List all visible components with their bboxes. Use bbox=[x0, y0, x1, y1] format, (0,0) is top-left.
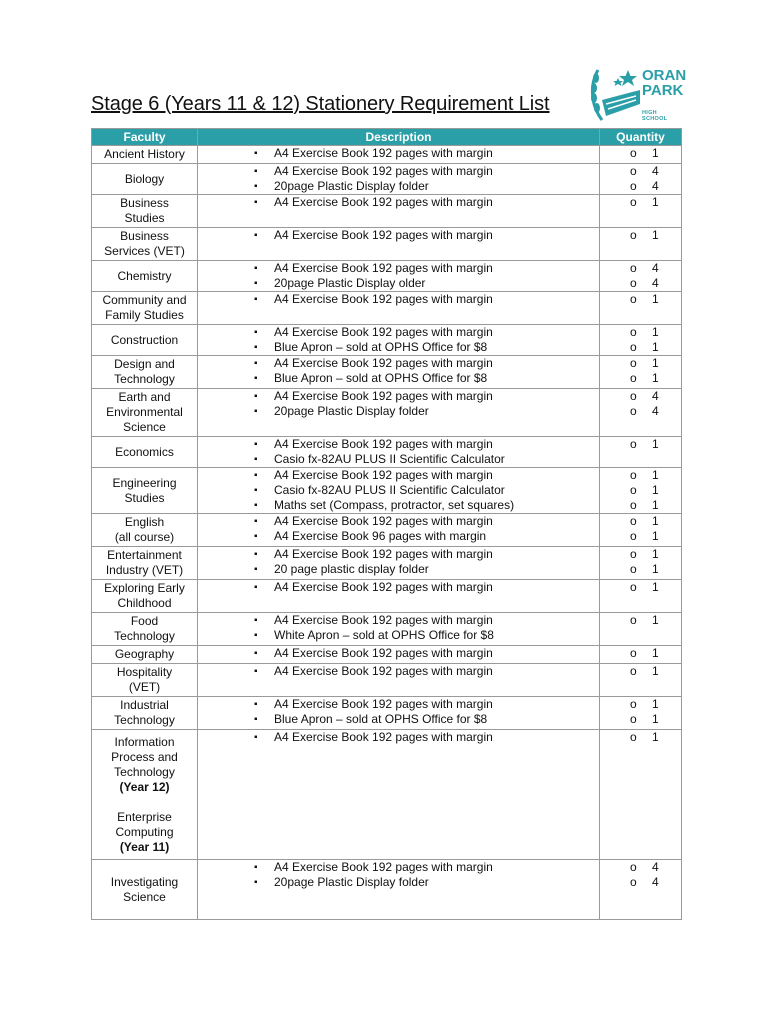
faculty-line: Ancient History bbox=[104, 147, 185, 161]
quantity-value: 1 bbox=[652, 697, 659, 711]
description-item: ▪ A4 Exercise Book 192 pages with margin bbox=[198, 860, 599, 875]
faculty-line: Industry (VET) bbox=[105, 563, 184, 577]
quantity-item bbox=[600, 276, 681, 291]
circle-bullet-icon: o bbox=[630, 498, 637, 512]
quantity-value: 4 bbox=[652, 276, 659, 290]
quantity-value: 4 bbox=[652, 404, 659, 418]
quantity-item bbox=[600, 712, 681, 727]
description-cell bbox=[198, 195, 600, 228]
circle-bullet-icon: o bbox=[630, 228, 637, 242]
quantity-value: 4 bbox=[652, 875, 659, 889]
faculty-line: Science bbox=[123, 889, 166, 904]
quantity-item bbox=[600, 340, 681, 355]
faculty-line: Industrial bbox=[120, 698, 169, 712]
faculty-cell bbox=[92, 860, 198, 920]
quantity-cell bbox=[600, 547, 682, 580]
table-row bbox=[92, 860, 682, 920]
quantity-value: 1 bbox=[652, 613, 659, 627]
quantity-cell bbox=[600, 356, 682, 389]
faculty-cell bbox=[92, 514, 198, 547]
circle-bullet-icon: o bbox=[630, 389, 637, 403]
quantity-item bbox=[600, 860, 681, 875]
faculty-cell bbox=[92, 325, 198, 356]
description-item: ▪ 20page Plastic Display folder bbox=[198, 875, 599, 890]
quantity-item bbox=[600, 146, 681, 161]
faculty-cell bbox=[92, 261, 198, 292]
faculty-line: Process and bbox=[111, 749, 178, 764]
faculty-line: (all course) bbox=[114, 530, 175, 544]
description-item: ▪ A4 Exercise Book 192 pages with margin bbox=[198, 292, 599, 307]
quantity-value: 1 bbox=[652, 325, 659, 339]
faculty-cell bbox=[92, 730, 198, 860]
description-cell bbox=[198, 437, 600, 468]
table-row bbox=[92, 697, 682, 730]
faculty-line: English bbox=[124, 515, 165, 529]
logo-subtitle: HIGH SCHOOL bbox=[642, 110, 668, 122]
quantity-item bbox=[600, 580, 681, 595]
faculty-cell bbox=[92, 468, 198, 514]
table-row bbox=[92, 580, 682, 613]
description-cell bbox=[198, 261, 600, 292]
circle-bullet-icon: o bbox=[630, 613, 637, 627]
quantity-cell bbox=[600, 228, 682, 261]
circle-bullet-icon: o bbox=[630, 468, 637, 482]
faculty-line: Community and bbox=[102, 293, 187, 307]
faculty-cell bbox=[92, 664, 198, 697]
quantity-item bbox=[600, 325, 681, 340]
quantity-value: 1 bbox=[652, 146, 659, 160]
description-cell bbox=[198, 547, 600, 580]
quantity-cell bbox=[600, 580, 682, 613]
faculty-line: Science bbox=[123, 420, 166, 434]
table-row bbox=[92, 146, 682, 164]
faculty-line: Technology bbox=[114, 713, 175, 727]
quantity-cell bbox=[600, 389, 682, 437]
faculty-line: Economics bbox=[115, 444, 174, 459]
description-cell bbox=[198, 325, 600, 356]
table-row bbox=[92, 261, 682, 292]
description-item: ▪ A4 Exercise Book 192 pages with margin bbox=[198, 580, 599, 595]
faculty-line: Geography bbox=[114, 647, 175, 661]
quantity-cell bbox=[600, 613, 682, 646]
header-faculty: Faculty bbox=[92, 129, 198, 146]
quantity-cell bbox=[600, 437, 682, 468]
description-cell bbox=[198, 613, 600, 646]
faculty-line: Family Studies bbox=[105, 308, 184, 322]
description-item: ▪ A4 Exercise Book 192 pages with margin bbox=[198, 697, 599, 712]
quantity-item bbox=[600, 483, 681, 498]
faculty-line: Business bbox=[120, 196, 169, 210]
quantity-value: 1 bbox=[652, 712, 659, 726]
table-row bbox=[92, 292, 682, 325]
circle-bullet-icon: o bbox=[630, 664, 637, 678]
quantity-value: 1 bbox=[652, 483, 659, 497]
faculty-cell bbox=[92, 437, 198, 468]
table-row bbox=[92, 325, 682, 356]
quantity-value: 1 bbox=[652, 580, 659, 594]
quantity-item bbox=[600, 437, 681, 452]
quantity-value: 1 bbox=[652, 371, 659, 385]
description-item: ▪ A4 Exercise Book 192 pages with margin bbox=[198, 146, 599, 161]
logo-line1: ORAN bbox=[642, 67, 687, 84]
quantity-value: 4 bbox=[652, 179, 659, 193]
description-item: ▪ A4 Exercise Book 192 pages with margin bbox=[198, 228, 599, 243]
description-item: ▪ 20page Plastic Display folder bbox=[198, 404, 599, 419]
quantity-item bbox=[600, 195, 681, 210]
description-item: ▪ A4 Exercise Book 192 pages with margin bbox=[198, 195, 599, 210]
faculty-line: Business bbox=[120, 229, 169, 243]
faculty-line: Hospitality bbox=[116, 665, 173, 679]
faculty-line: Biology bbox=[124, 171, 165, 186]
faculty-line: (Year 12) bbox=[119, 779, 170, 794]
faculty-cell bbox=[92, 195, 198, 228]
quantity-value: 4 bbox=[652, 261, 659, 275]
quantity-item bbox=[600, 514, 681, 529]
quantity-item bbox=[600, 562, 681, 577]
faculty-line: (Year 11) bbox=[119, 839, 170, 854]
description-cell bbox=[198, 646, 600, 664]
quantity-cell bbox=[600, 730, 682, 860]
faculty-line: Design and bbox=[114, 357, 175, 371]
faculty-line: Entertainment bbox=[107, 548, 182, 562]
description-cell bbox=[198, 664, 600, 697]
page-title: Stage 6 (Years 11 & 12) Stationery Requirement List bbox=[91, 93, 550, 115]
faculty-line: Exploring Early bbox=[104, 581, 185, 595]
description-item: ▪ A4 Exercise Book 192 pages with margin bbox=[198, 389, 599, 404]
table-row bbox=[92, 664, 682, 697]
description-cell bbox=[198, 468, 600, 514]
table-row bbox=[92, 228, 682, 261]
quantity-cell bbox=[600, 514, 682, 547]
quantity-cell bbox=[600, 146, 682, 164]
quantity-item bbox=[600, 389, 681, 404]
circle-bullet-icon: o bbox=[630, 195, 637, 209]
table-row bbox=[92, 468, 682, 514]
description-cell bbox=[198, 514, 600, 547]
circle-bullet-icon: o bbox=[630, 547, 637, 561]
table-header-row bbox=[92, 129, 682, 146]
faculty-line: Chemistry bbox=[117, 268, 172, 283]
quantity-cell bbox=[600, 292, 682, 325]
quantity-value: 1 bbox=[652, 529, 659, 543]
circle-bullet-icon: o bbox=[630, 325, 637, 339]
quantity-value: 1 bbox=[652, 646, 659, 660]
faculty-line: Technology bbox=[114, 764, 175, 779]
quantity-item bbox=[600, 228, 681, 243]
description-item: ▪ A4 Exercise Book 192 pages with margin bbox=[198, 437, 599, 452]
circle-bullet-icon: o bbox=[630, 292, 637, 306]
quantity-item bbox=[600, 664, 681, 679]
quantity-item bbox=[600, 498, 681, 513]
quantity-item bbox=[600, 547, 681, 562]
table-row bbox=[92, 730, 682, 860]
faculty-cell bbox=[92, 356, 198, 389]
quantity-item bbox=[600, 468, 681, 483]
description-cell bbox=[198, 580, 600, 613]
faculty-line: Childhood bbox=[117, 596, 172, 610]
description-item: ▪ 20page Plastic Display older bbox=[198, 276, 599, 291]
circle-bullet-icon: o bbox=[630, 875, 637, 889]
faculty-line: Engineering bbox=[112, 475, 177, 490]
faculty-cell bbox=[92, 164, 198, 195]
faculty-cell bbox=[92, 146, 198, 164]
circle-bullet-icon: o bbox=[630, 261, 637, 275]
school-logo bbox=[588, 64, 687, 128]
quantity-cell bbox=[600, 697, 682, 730]
description-item: ▪ A4 Exercise Book 96 pages with margin bbox=[198, 529, 599, 544]
table-row bbox=[92, 514, 682, 547]
quantity-item bbox=[600, 697, 681, 712]
faculty-line bbox=[95, 795, 194, 810]
faculty-cell bbox=[92, 697, 198, 730]
description-cell bbox=[198, 164, 600, 195]
quantity-cell bbox=[600, 261, 682, 292]
faculty-line: Information bbox=[114, 734, 175, 749]
faculty-line: Earth and bbox=[118, 390, 171, 404]
circle-bullet-icon: o bbox=[630, 146, 637, 160]
faculty-line: Studies bbox=[124, 211, 165, 225]
faculty-cell bbox=[92, 580, 198, 613]
header-quantity: Quantity bbox=[600, 129, 682, 146]
quantity-value: 1 bbox=[652, 228, 659, 242]
circle-bullet-icon: o bbox=[630, 356, 637, 370]
description-item: ▪ Casio fx-82AU PLUS II Scientific Calculator bbox=[198, 483, 599, 498]
quantity-value: 4 bbox=[652, 860, 659, 874]
circle-bullet-icon: o bbox=[630, 437, 637, 451]
quantity-value: 1 bbox=[652, 356, 659, 370]
faculty-line: Services (VET) bbox=[104, 244, 185, 258]
quantity-item bbox=[600, 261, 681, 276]
description-item: ▪ A4 Exercise Book 192 pages with margin bbox=[198, 261, 599, 276]
table-row bbox=[92, 389, 682, 437]
faculty-line: Enterprise bbox=[117, 809, 172, 824]
circle-bullet-icon: o bbox=[630, 164, 637, 178]
quantity-item bbox=[600, 404, 681, 419]
quantity-value: 1 bbox=[652, 514, 659, 528]
description-item: ▪ 20 page plastic display folder bbox=[198, 562, 599, 577]
description-cell bbox=[198, 356, 600, 389]
quantity-cell bbox=[600, 325, 682, 356]
table-row bbox=[92, 613, 682, 646]
quantity-value: 1 bbox=[652, 340, 659, 354]
faculty-cell bbox=[92, 646, 198, 664]
circle-bullet-icon: o bbox=[630, 179, 637, 193]
quantity-item bbox=[600, 613, 681, 628]
faculty-line: Technology bbox=[114, 629, 175, 643]
quantity-value: 1 bbox=[652, 547, 659, 561]
quantity-value: 1 bbox=[652, 562, 659, 576]
faculty-line: Technology bbox=[114, 372, 175, 386]
table-row bbox=[92, 356, 682, 389]
table-row bbox=[92, 547, 682, 580]
quantity-value: 1 bbox=[652, 195, 659, 209]
description-cell bbox=[198, 146, 600, 164]
quantity-value: 1 bbox=[652, 664, 659, 678]
quantity-cell bbox=[600, 646, 682, 664]
faculty-line: Construction bbox=[110, 332, 179, 347]
faculty-line: Environmental bbox=[106, 405, 183, 419]
faculty-cell bbox=[92, 613, 198, 646]
description-item: ▪ 20page Plastic Display folder bbox=[198, 179, 599, 194]
description-item: ▪ Blue Apron – sold at OPHS Office for $8 bbox=[198, 712, 599, 727]
description-cell bbox=[198, 389, 600, 437]
quantity-cell bbox=[600, 164, 682, 195]
quantity-value: 1 bbox=[652, 468, 659, 482]
quantity-item bbox=[600, 179, 681, 194]
circle-bullet-icon: o bbox=[630, 514, 637, 528]
faculty-line: Studies bbox=[124, 490, 165, 505]
description-cell bbox=[198, 292, 600, 325]
quantity-item bbox=[600, 356, 681, 371]
circle-bullet-icon: o bbox=[630, 562, 637, 576]
quantity-item bbox=[600, 875, 681, 890]
circle-bullet-icon: o bbox=[630, 580, 637, 594]
circle-bullet-icon: o bbox=[630, 340, 637, 354]
quantity-item bbox=[600, 646, 681, 661]
description-item: ▪ Maths set (Compass, protractor, set squares) bbox=[198, 498, 599, 513]
stationery-table bbox=[91, 128, 682, 920]
circle-bullet-icon: o bbox=[630, 646, 637, 660]
quantity-item bbox=[600, 164, 681, 179]
description-item: ▪ White Apron – sold at OPHS Office for $8 bbox=[198, 628, 599, 643]
faculty-line: (VET) bbox=[128, 680, 161, 694]
quantity-value: 1 bbox=[652, 292, 659, 306]
description-item: ▪ A4 Exercise Book 192 pages with margin bbox=[198, 613, 599, 628]
quantity-value: 1 bbox=[652, 730, 659, 744]
quantity-cell bbox=[600, 860, 682, 920]
description-cell bbox=[198, 860, 600, 920]
laurel-icon bbox=[588, 64, 642, 128]
quantity-item bbox=[600, 292, 681, 307]
quantity-value: 4 bbox=[652, 389, 659, 403]
circle-bullet-icon: o bbox=[630, 860, 637, 874]
description-item: ▪ A4 Exercise Book 192 pages with margin bbox=[198, 468, 599, 483]
faculty-cell bbox=[92, 547, 198, 580]
quantity-cell bbox=[600, 195, 682, 228]
description-item: ▪ A4 Exercise Book 192 pages with margin bbox=[198, 547, 599, 562]
faculty-line: Computing bbox=[115, 824, 174, 839]
quantity-cell bbox=[600, 468, 682, 514]
faculty-line: Food bbox=[130, 614, 159, 628]
circle-bullet-icon: o bbox=[630, 276, 637, 290]
table-row bbox=[92, 164, 682, 195]
circle-bullet-icon: o bbox=[630, 404, 637, 418]
faculty-cell bbox=[92, 292, 198, 325]
description-item: ▪ Casio fx-82AU PLUS II Scientific Calculator bbox=[198, 452, 599, 467]
header-description: Description bbox=[198, 129, 600, 146]
description-item: ▪ A4 Exercise Book 192 pages with margin bbox=[198, 730, 599, 745]
description-cell bbox=[198, 697, 600, 730]
table-row bbox=[92, 437, 682, 468]
faculty-cell bbox=[92, 389, 198, 437]
description-item: ▪ Blue Apron – sold at OPHS Office for $8 bbox=[198, 340, 599, 355]
description-cell bbox=[198, 228, 600, 261]
description-item: ▪ A4 Exercise Book 192 pages with margin bbox=[198, 514, 599, 529]
circle-bullet-icon: o bbox=[630, 697, 637, 711]
quantity-value: 1 bbox=[652, 498, 659, 512]
description-item: ▪ A4 Exercise Book 192 pages with margin bbox=[198, 164, 599, 179]
circle-bullet-icon: o bbox=[630, 529, 637, 543]
circle-bullet-icon: o bbox=[630, 712, 637, 726]
description-item: ▪ Blue Apron – sold at OPHS Office for $8 bbox=[198, 371, 599, 386]
quantity-item bbox=[600, 730, 681, 745]
quantity-item bbox=[600, 529, 681, 544]
table-row bbox=[92, 195, 682, 228]
description-item: ▪ A4 Exercise Book 192 pages with margin bbox=[198, 646, 599, 661]
table-row bbox=[92, 646, 682, 664]
description-item: ▪ A4 Exercise Book 192 pages with margin bbox=[198, 356, 599, 371]
description-cell bbox=[198, 730, 600, 860]
quantity-value: 1 bbox=[652, 437, 659, 451]
quantity-value: 4 bbox=[652, 164, 659, 178]
circle-bullet-icon: o bbox=[630, 730, 637, 744]
circle-bullet-icon: o bbox=[630, 371, 637, 385]
circle-bullet-icon: o bbox=[630, 483, 637, 497]
description-item: ▪ A4 Exercise Book 192 pages with margin bbox=[198, 664, 599, 679]
logo-line2: PARK bbox=[642, 82, 684, 99]
quantity-cell bbox=[600, 664, 682, 697]
description-item: ▪ A4 Exercise Book 192 pages with margin bbox=[198, 325, 599, 340]
quantity-item bbox=[600, 371, 681, 386]
faculty-cell bbox=[92, 228, 198, 261]
faculty-line: Investigating bbox=[110, 874, 179, 889]
